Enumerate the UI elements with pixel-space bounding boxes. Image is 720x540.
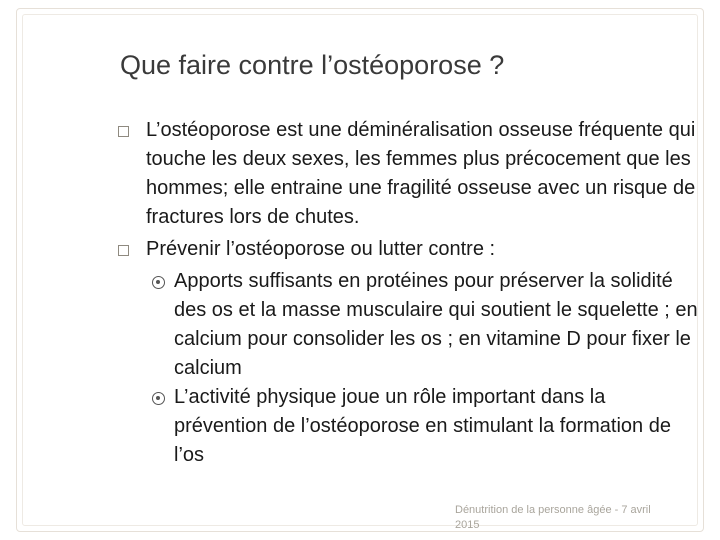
sub-bullet-text: L’activité physique joue un rôle important dans la prévention de l’ostéoporose en stimulant la formation de l’os [174,386,671,466]
sub-bullet-item [118,383,700,470]
sub-bullet-item [118,267,700,383]
slide-title: Que faire contre l’ostéoporose ? [120,50,505,80]
bullet-text: L’ostéoporose est une déminéralisation osseuse fréquente qui touche les deux sexes, les femmes plus précocement que les hommes; elle entraine une fragilité osseuse avec un risque de fractures lors de chutes. [146,119,696,228]
sub-bullet-text: Apports suffisants en protéines pour préserver la solidité des os et la masse musculaire qui soutient le squelette ; en calcium pour consolider les os ; en vitamine D pour fixer le calcium [174,270,698,379]
slide-content [118,116,700,470]
bullet-item [118,235,700,264]
square-bullet-icon [118,126,129,137]
bullet-text: Prévenir l’ostéoporose ou lutter contre : [146,238,496,260]
bullet-item [118,116,700,232]
circle-dot-bullet-icon [152,392,165,405]
square-bullet-icon [118,245,129,256]
slide-footer: Dénutrition de la personne âgée - 7 avril 2015 [455,504,651,531]
circle-dot-bullet-icon [152,276,165,289]
